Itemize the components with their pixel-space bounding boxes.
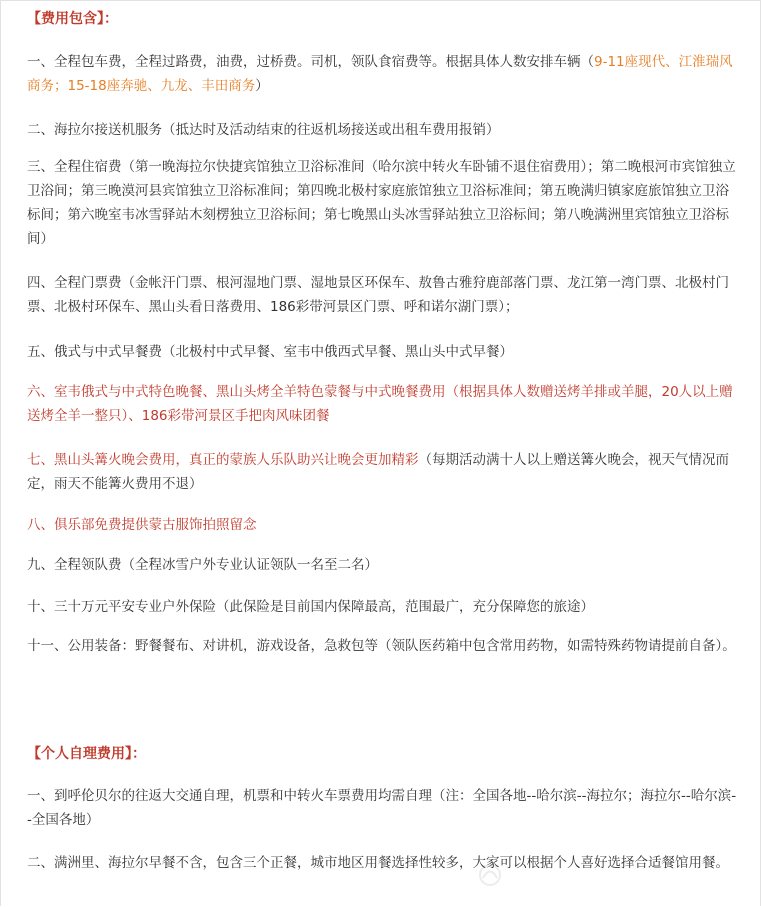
item-1-vehicle-highlight: 9-11座现代、江淮瑞风商务；15-18座奔驰、九龙、丰田商务: [27, 54, 733, 94]
section-heading-included: 【费用包含】：: [27, 11, 118, 27]
paragraph-item-10: 十、三十万元平安专业户外保险（此保险是目前国内保障最高，范围最广，充分保障您的旅途）: [27, 599, 594, 615]
watermark-logo: [475, 860, 595, 900]
paragraph-item-5: 五、俄式与中式早餐费（北极村中式早餐、室韦中俄西式早餐、黑山头中式早餐）: [27, 344, 513, 360]
watermark-icon: [475, 860, 515, 890]
item-1-text-end: ）: [255, 78, 269, 94]
paragraph-item-9: 九、全程领队费（全程冰雪户外专业认证领队一名至二名）: [27, 557, 378, 573]
paragraph-item-4: 四、全程门票费（金帐汗门票、根河湿地门票、湿地景区环保车、敖鲁古雅狩鹿部落门票、龙江第一湾门票、北极村门票、北极村环保车、黑山头看日落费用、186彩带河景区门票、呼和诺尔湖门票）；: [27, 275, 729, 315]
paragraph-item-2: 二、海拉尔接送机服务（抵达时及活动结束的往返机场接送或出租车费用报销）: [27, 122, 500, 138]
paragraph-item-8: 八、俱乐部免费提供蒙古服饰拍照留念: [27, 517, 257, 533]
paragraph-item-1: [27, 50, 737, 98]
section-heading-self-paid: 【个人自理费用】：: [27, 746, 146, 762]
paragraph-item-7: [27, 448, 737, 496]
item-7-note: （每期活动满十人以上赠送篝火晚会，视天气情况而定，雨天不能篝火费用不退）: [27, 452, 729, 492]
paragraph-selfpaid-2: 二、满洲里、海拉尔早餐不含，包含三个正餐，城市地区用餐选择性较多，大家可以根据个人喜好选择合适餐馆用餐。: [27, 855, 729, 871]
paragraph-selfpaid-1: 一、到呼伦贝尔的往返大交通自理，机票和中转火车票费用均需自理（注：全国各地--哈尔滨--海拉尔；海拉尔--哈尔滨--全国各地）: [27, 788, 737, 828]
paragraph-item-6: 六、室韦俄式与中式特色晚餐、黑山头烤全羊特色蒙餐与中式晚餐费用（根据具体人数赠送烤羊排或羊腿，20人以上赠送烤全羊一整只）、186彩带河景区手把肉风味团餐: [27, 384, 733, 424]
paragraph-item-11: 十一、公用装备：野餐餐布、对讲机，游戏设备，急救包等（领队医药箱中包含常用药物，如需特殊药物请提前自备）。: [27, 638, 736, 654]
item-1-text: 一、全程包车费，全程过路费，油费，过桥费。司机，领队食宿费等。根据具体人数安排车辆（: [27, 54, 594, 70]
paragraph-item-3: 三、全程住宿费（第一晚海拉尔快捷宾馆独立卫浴标准间（哈尔滨中转火车卧铺不退住宿费用）；第二晚根河市宾馆独立卫浴间；第三晚漠河县宾馆独立卫浴标准间；第四晚北极村家庭旅馆独立卫浴标准间；第五晚满归镇家庭旅馆独立卫浴标间；第六晚室韦冰雪驿站木刻楞独立卫浴标间；第七晚黑山头冰雪驿站独立卫浴标间；第八晚满洲里宾馆独立卫浴标间）: [27, 159, 736, 247]
item-7-highlight: 七、黑山头篝火晚会费用，真正的蒙族人乐队助兴让晚会更加精彩: [27, 452, 419, 468]
